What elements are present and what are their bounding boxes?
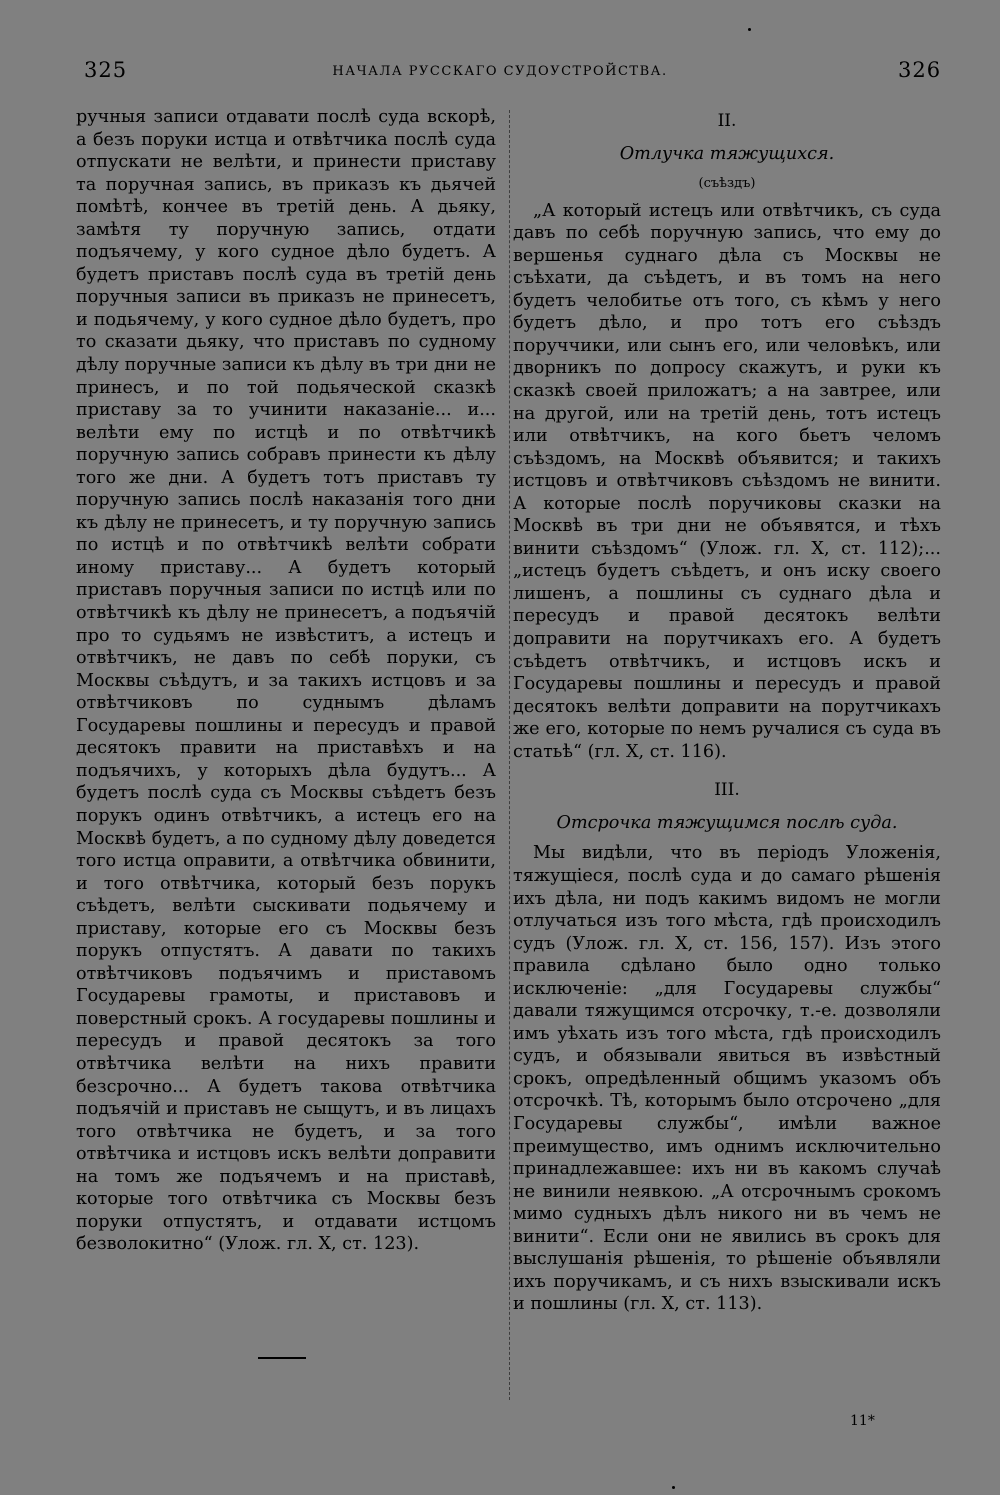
column-divider — [509, 110, 511, 1400]
left-column — [76, 106, 496, 1256]
section-2-subtitle: (съѣздъ) — [698, 176, 756, 192]
right-page-number: 326 — [898, 58, 942, 82]
section-2-title: Отлучка тяжущихся. — [619, 143, 835, 164]
signature-mark: 11* — [850, 1413, 875, 1429]
print-speck — [672, 1486, 675, 1489]
page-header — [0, 58, 1000, 88]
section-3-number: III. — [714, 780, 740, 801]
section-3-title: Отсрочка тяжущимся послѣ суда. — [556, 812, 898, 833]
running-title: НАЧАЛА РУССКАГО СУДОУСТРОЙСТВА. — [332, 64, 668, 79]
left-page-number: 325 — [84, 58, 128, 82]
right-column — [513, 106, 941, 1316]
end-rule — [258, 1357, 306, 1359]
section-2-number: II. — [717, 111, 737, 131]
print-speck — [748, 28, 751, 31]
section-3-text: Мы видѣли, что въ періодъ Уложенія, тяжущіеся, послѣ суда и до самаго рѣшенія ихъ дѣла, ни подъ какимъ видомъ не могли отлучаться изъ того мѣста, гдѣ происходилъ судъ (Улож. гл. X, ст. 156, 157). Изъ этого правила сдѣлано было одно только исключеніе: „для Государевы службы“ давали тяжущимся отсрочку, т.-е. дозволяли имъ уѣхать изъ того мѣста, гдѣ происходилъ судъ, и обязывали явиться въ извѣстный срокъ, опредѣленный общимъ указомъ объ отсрочкѣ. Тѣ, которымъ было отсрочено „для Государевы службы“, имѣли важное преимущество, имъ однимъ исключительно принадлежавшее: ихъ ни въ какомъ случаѣ не винили неявкою. „А отсрочнымъ срокомъ мимо судныхъ дѣлъ никого ни въ чемъ не винити“. Если они не явились въ срокъ для выслушанія рѣшенія, то рѣшеніе объявляли ихъ поручикамъ, и съ нихъ взыскивали искъ и пошлины (гл. X, ст. 113). — [513, 843, 941, 1315]
section-2-text: „А который истецъ или отвѣтчикъ, съ суда давъ по себѣ поручную запись, что ему до вершенья суднаго дѣла съ Москвы не съѣхати, да съѣдетъ, и въ томъ на него будетъ челобитье отъ того, съ кѣмъ у него будетъ дѣло, и про тотъ его съѣздъ поруччики, или сынъ его, или человѣкъ, или дворникъ по допросу скажутъ, и руки къ сказкѣ своей приложатъ; а на завтрее, или на другой, или на третій день, тотъ истецъ или отвѣтчикъ, на кого бьетъ челомъ съѣздомъ, на Москвѣ объявится; и такихъ истцовъ и отвѣтчиковъ съѣздомъ не винити. А которые послѣ поручиковы сказки на Москвѣ въ три дни не объявятся, и тѣхъ винити съѣздомъ“ (Улож. гл. X, ст. 112);... „истецъ будетъ съѣдетъ, и онъ иску своего лишенъ, а пошлины съ суднаго дѣла и пересудъ и правой десятокъ велѣти доправити на порутчикахъ его. А будетъ съѣдетъ отвѣтчикъ, и истцовъ искъ и Государевы пошлины и пересудъ и правой десятокъ велѣти доправити на порутчикахъ же его, которые по немъ ручалися съ суда въ статьѣ“ (гл. X, ст. 116). — [513, 200, 941, 762]
left-column-text: ручныя записи отдавати послѣ суда вскорѣ, а безъ поруки истца и отвѣтчика послѣ суда отпускати не велѣти, и принести приставу та поручная запись, въ приказъ къ дьячей помѣтѣ, кончее въ третій день. А дьяку, замѣтя ту поручную запись, отдати подъячему, у кого судное дѣло будетъ. А будетъ приставъ послѣ суда въ третій день поручныя записи въ приказъ не принесетъ, и подьячему, у кого судное дѣло будетъ, про то сказати дьяку, что приставъ по судному дѣлу поручные записи къ дѣлу въ три дни не принесъ, и по той подьяческой сказкѣ приставу за то учинити наказаніе... и... велѣти ему по истцѣ и по отвѣтчикѣ поручную запись собравъ принести къ дѣлу того же дни. А будетъ тотъ приставъ ту поручную запись послѣ наказанія того дни къ дѣлу не принесетъ, и ту поручную запись по истцѣ и по отвѣтчикѣ велѣти собрати иному приставу... А будетъ который приставъ поручныя записи по истцѣ или по отвѣтчикѣ къ дѣлу не принесетъ, а подъячій про то судьямъ не извѣститъ, а истецъ и отвѣтчикъ, не давъ по себѣ поруки, съ Москвы съѣдутъ, и за такихъ истцовъ и за отвѣтчиковъ по суднымъ дѣламъ Государевы пошлины и пересудъ и правой десятокъ правити на приставѣхъ и на подъячихъ, у которыхъ дѣла будутъ... А будетъ послѣ суда съ Москвы съѣдетъ безъ порукъ одинъ отвѣтчикъ, а истецъ его на Москвѣ будетъ, а по судному дѣлу доведется того истца оправити, а отвѣтчика обвинити, и того отвѣтчика, который безъ порукъ съѣдетъ, велѣти сыскивати подьячему и приставу, которые его съ Москвы безъ порукъ отпустятъ. А давати по такихъ отвѣтчиковъ подъячимъ и приставомъ Государевы грамоты, и приставовъ и поверстный срокъ. А государевы пошлины и пересудъ и правой десятокъ за того отвѣтчика велѣти на нихъ правити безсрочно... А будетъ такова отвѣтчика подъячій и приставъ не сыщутъ, и въ лицахъ того отвѣтчика не будетъ, и за того отвѣтчика и истцовъ искъ велѣти доправити на томъ же подъячемъ и на приставѣ, которые того отвѣтчика съ Москвы безъ поруки отпустятъ, и отдавати истцомъ безволокитно“ (Улож. гл. X, ст. 123). — [76, 107, 496, 1255]
